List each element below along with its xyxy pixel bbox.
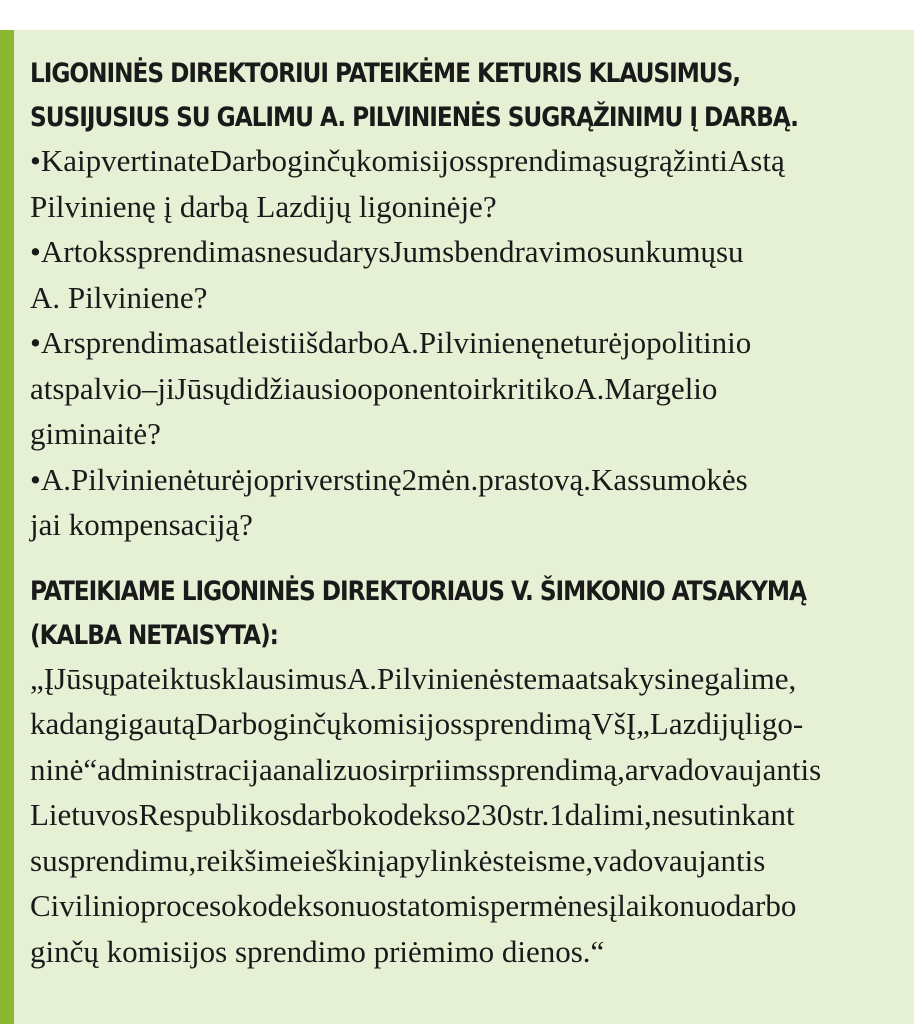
word: per [489, 888, 530, 923]
box-content [30, 52, 914, 974]
info-box [0, 30, 914, 1024]
word: analizuos [272, 751, 390, 787]
word: priverstinę [269, 461, 402, 497]
word: • [30, 234, 41, 269]
accent-bar [0, 30, 14, 1024]
word: A. [346, 660, 378, 696]
word: kadangi [30, 706, 129, 741]
word: nuostatomis [339, 888, 490, 923]
word: turėjo [196, 461, 270, 497]
word: atsakysi [575, 660, 675, 696]
answer-line [30, 656, 914, 702]
word: su [30, 842, 58, 878]
word: vertinate [101, 143, 210, 178]
word: „Lazdijų [636, 706, 745, 741]
question-3-line-3: giminaitė? [30, 416, 161, 451]
word: atspalvio [30, 370, 142, 406]
word: sprendimą, [488, 751, 625, 787]
word: apylinkės [385, 842, 505, 878]
word: Pilvinienės [377, 660, 515, 696]
word: sumokės [639, 461, 748, 497]
answer-line [30, 747, 914, 793]
word: Darbo [209, 143, 288, 178]
word: sunkumų [602, 234, 716, 269]
section1-heading [30, 52, 890, 140]
word: ginčų [287, 143, 356, 178]
word: gautą [128, 706, 196, 741]
word: Lietuvos [30, 797, 139, 832]
answer-line [30, 838, 914, 884]
word: iš [297, 325, 319, 360]
word: Civilinio [30, 888, 141, 923]
word: su [715, 234, 744, 269]
word: bendravimo [454, 234, 603, 269]
word: ji [157, 370, 175, 406]
word: pateiktus [109, 660, 222, 696]
word: sprendimą [462, 706, 592, 741]
word: Respublikos [138, 797, 292, 832]
word: klausimus [221, 660, 347, 696]
word: mėnesį [529, 888, 618, 923]
word: nesutinkant [651, 797, 795, 832]
word: Kas [591, 461, 640, 497]
word: teisme, [504, 842, 594, 878]
word: A. [574, 370, 605, 406]
word: ar [624, 751, 649, 787]
word: atleisti [214, 325, 298, 360]
word: neturėjo [544, 325, 647, 360]
word: Margelio [604, 370, 718, 406]
word: Kaip [40, 143, 102, 178]
word: VšĮ [591, 706, 637, 741]
word: Jums [390, 234, 455, 269]
word: darbo [291, 797, 363, 832]
question-3-line-1 [30, 320, 914, 366]
word: tema [514, 660, 576, 696]
word: 2 [401, 461, 418, 497]
word: Jūsų [54, 660, 110, 696]
word: ir [472, 370, 492, 406]
word: • [30, 461, 41, 497]
word: mėn. [417, 461, 479, 497]
question-2-line-1 [30, 229, 914, 275]
heading-line: (KALBA NETAISYTA): [30, 619, 278, 651]
word: reikšime [196, 842, 303, 878]
word: Jūsų [174, 370, 230, 406]
word: – [141, 370, 158, 406]
word: administracija [97, 751, 273, 787]
answer-line: ginčų komisijos sprendimo priėmimo dienos.“ [30, 933, 605, 969]
word: Ar [40, 234, 74, 269]
answer-line [30, 883, 914, 929]
word: sprendimu, [57, 842, 197, 878]
word: Ar [40, 325, 74, 360]
word: kodekso [236, 888, 340, 923]
word: ligo- [744, 706, 804, 741]
word: dalimi, [564, 797, 652, 832]
word: 230 [465, 797, 513, 832]
word: didžiausio [229, 370, 358, 406]
word: str. [512, 797, 550, 832]
word: • [30, 325, 41, 360]
word: kodekso [362, 797, 466, 832]
question-3-line-2 [30, 366, 914, 412]
word: 1 [549, 797, 565, 832]
questions-list [30, 138, 914, 548]
answer-line [30, 701, 914, 747]
question-1-line-1 [30, 138, 914, 184]
word: Pilvinienę [418, 325, 545, 360]
word: toks [73, 234, 126, 269]
word: ieškinį [302, 842, 386, 878]
word: ir [389, 751, 409, 787]
word: sugrąžinti [605, 143, 728, 178]
question-4-line-1 [30, 457, 914, 503]
question-1-line-2: Pilvinienę į darbą Lazdijų ligoninėje? [30, 188, 497, 224]
word: proceso [140, 888, 237, 923]
word: nesudarys [266, 234, 391, 269]
heading-line: PATEIKIAME LIGONINĖS DIREKTORIAUS V. ŠIMKONIO ATSAKYMĄ [30, 575, 806, 607]
word: komisijos [355, 143, 477, 178]
heading-line: LIGONINĖS DIREKTORIUI PATEIKĖME KETURIS KLAUSIMUS, [30, 58, 741, 89]
word: sprendimą [476, 143, 606, 178]
answer-line [30, 792, 914, 838]
word: A. [388, 325, 419, 360]
word: komisijos [341, 706, 463, 741]
word: vadovaujantis [648, 751, 822, 787]
word: • [30, 143, 41, 178]
question-2-line-2: A. Pilviniene? [30, 279, 208, 315]
word: priims [408, 751, 488, 787]
word: prastovą. [478, 461, 592, 497]
word: laiko [617, 888, 680, 923]
word: sprendimas [125, 234, 267, 269]
word: kritiko [491, 370, 575, 406]
word: ninė“ [30, 751, 98, 787]
word: Astą [727, 143, 785, 178]
word: Pilvinienė [71, 461, 197, 497]
word: nuo [679, 888, 726, 923]
word: negalime, [674, 660, 797, 696]
word: darbo [725, 888, 797, 923]
word: sprendimas [73, 325, 215, 360]
answer-text [30, 656, 914, 975]
word: A. [40, 461, 71, 497]
word: politinio [646, 325, 752, 360]
word: vadovaujantis [593, 842, 766, 878]
word: Darbo [195, 706, 273, 741]
word: ginčų [272, 706, 342, 741]
heading-line: SUSIJUSIUS SU GALIMU A. PILVINIENĖS SUGRĄŽINIMU Į DARBĄ. [30, 102, 798, 133]
word: oponento [357, 370, 473, 406]
word: darbo [318, 325, 389, 360]
question-4-line-2: jai kompensaciją? [30, 507, 253, 542]
word: „Į [30, 660, 55, 696]
section2-heading [30, 570, 890, 658]
